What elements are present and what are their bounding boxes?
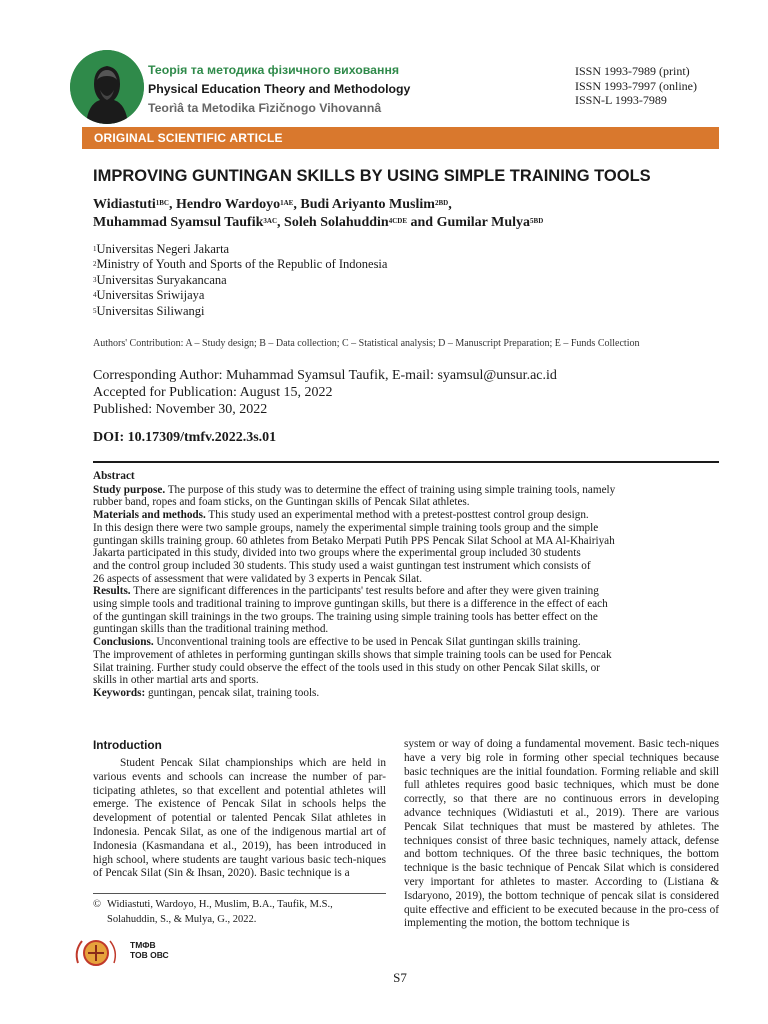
affiliation: $^4$Universitas Sriwijaya [93,288,205,303]
affiliation: $^1$Universitas Negeri Jakarta [93,242,230,256]
accepted-date: Accepted for Publication: August 15, 2022 [93,385,333,400]
introduction-right-column: system or way of doing a fundamental movement. Basic tech-niques have a very big role in forming other special techniques because basic techniques are the initial foundation. Forming reliable and skill full athletes requires good basic techniques, which must be done correctly, so that there are no continuous errors in developing advance techniques (Widiastuti et al., 2019). There are various Pencak Silat techniques that must be mastered by athletes. The techniques consist of three basic techniques, namely attack, defense and bottom techniques. Of the three basic techniques, the bottom technique is the basic technique of Pencak Silat which is considered very important for athletes to master. According to (Listiana & Isdaryono, 2019), the bottom technique of pencak silat is considered quite effective and efficient to be executed because in the pro-cess of implementing the motion, the bottom technique is [404,738,720,930]
introduction-heading: Introduction [93,738,162,752]
author-contribution: Authors' Contribution: A – Study design; B – Data collection; C – Statistical analysis; D – Manuscript Preparation; E – Funds Collection [93,338,640,349]
affiliation: $^3$Universitas Suryakancana [93,272,227,287]
publication-info [93,367,557,418]
publisher-name: ТМФВ ТОВ ОВС [130,940,169,960]
affiliation: $^2$Ministry of Youth and Sports of the Republic of Indonesia [93,257,388,272]
copyright-symbol: © [93,899,101,910]
article-type-banner: ORIGINAL SCIENTIFIC ARTICLE [82,127,719,149]
journal-title-ua: Теорія та методика фізичного виховання [148,63,400,77]
journal-title-translit: Teorìâ ta Metodika Fìzičnogo Vihovannâ [148,101,382,115]
journal-names [148,61,410,118]
abstract-keywords: Keywords: guntingan, pencak silat, training tools. [93,686,320,699]
abstract [93,470,693,700]
abstract-methods: Materials and methods. This study used an experimental method with a pretest-posttest control group design. In this design there were two sample groups, namely the experimental simple training tools group and the simple guntingan skills training group. 60 athletes from Betako Merpati Putih PPS Pencak Silat School at MA Al-Khairiyah Jakarta participated in this study, divided into two groups where the experimental group included 30 students and the control group included 30 students. This study used a waist guntingan test instrument which consists of 26 aspects of assessment that were validated by 3 experts in Pencak Silat. [93,509,615,585]
introduction-left-column: Student Pencak Silat championships which are held in various events and schools can increase the number of par-ticipating athletes, so that excellent and potential athletes will emerge. The existence of Pencak Silat in schools helps the development of potential or talented Pencak Silat athletes in Indonesia. Pencak Silat, as one of the indigenous martial art of Indonesia (Kasmandana et al., 2019), has been introduced in high school, where students are taught various basic tech-niques of Pencak Silat (Sin & Ihsan, 2020). Basic technique is a [93,757,386,880]
page-number: S7 [393,970,407,985]
section-divider [93,461,719,463]
author-list: Widiastuti$^{1BC}$, Hendro Wardoyo$^{1AE}$, Budi Ariyanto Muslim$^{2BD}$, Muhammad Syamsul Taufik$^{3AC}$, Soleh Solahuddin$^{4CDE}$ and Gumilar Mulya$^{5BD}$ [93,197,544,230]
abstract-conclusions: Conclusions. Unconventional training tools are effective to be used in Pencak Silat guntingan skills training. The improvement of athletes in performing guntingan skills shows that simple training tools can be used for Pencak Silat training. Further study could observe the effect of the tools used in this study on other Pencak Silat skills, or skills in other martial arts and sports. [93,636,612,687]
publisher-emblem-icon [70,933,122,973]
journal-logo [70,50,144,124]
author: Budi Ariyanto Muslim$^{2BD}$ [300,197,449,212]
journal-title-en: Physical Education Theory and Methodology [148,82,411,96]
publisher-logo [70,933,122,973]
author: Gumilar Mulya$^{5BD}$ [436,214,544,230]
copyright-footnote: © Widiastuti, Wardoyo, H., Muslim, B.A., Taufik, M.S., Solahuddin, S., & Mulya, G., 2022. [93,899,333,925]
issn-block [575,64,697,108]
affiliation: $^5$Universitas Siliwangi [93,303,205,318]
issn-l: ISSN-L 1993-7989 [575,93,667,107]
published-date: Published: November 30, 2022 [93,402,268,417]
issn-print: ISSN 1993-7989 (print) [575,64,690,78]
doi-link[interactable]: DOI: 10.17309/tmfv.2022.3s.01 [93,430,277,445]
article-title: IMPROVING GUNTINGAN SKILLS BY USING SIMPLE TRAINING TOOLS [93,167,651,185]
issn-online: ISSN 1993-7997 (online) [575,78,697,93]
abstract-results: Results. There are significant differences in the participants' test results before and after they were given training using simple tools and traditional training to improve guntingan skills, but there is a difference in the effect of each of the guntingan skill trainings in the two groups. The training using simple training tools has better effect on the guntingan skills than the traditional training method. [93,585,608,636]
abstract-purpose: Study purpose. The purpose of this study was to determine the effect of training using simple training tools, namely rubber band, ropes and foam sticks, on the Guntingan skills of Pencak Silat athletes. [93,483,616,509]
bust-emblem-icon [70,50,144,124]
author: Hendro Wardoyo$^{1AE}$ [176,197,294,212]
corresponding-author: Corresponding Author: Muhammad Syamsul Taufik, E-mail: syamsul@unsur.ac.id [93,368,557,383]
author: Muhammad Syamsul Taufik$^{3AC}$ [93,214,278,230]
author: Soleh Solahuddin$^{4CDE}$ [284,214,407,230]
footnote-divider [93,893,386,894]
abstract-heading: Abstract [93,470,135,482]
affiliation-list [93,242,387,319]
author: Widiastuti$^{1BC}$ [93,197,169,212]
